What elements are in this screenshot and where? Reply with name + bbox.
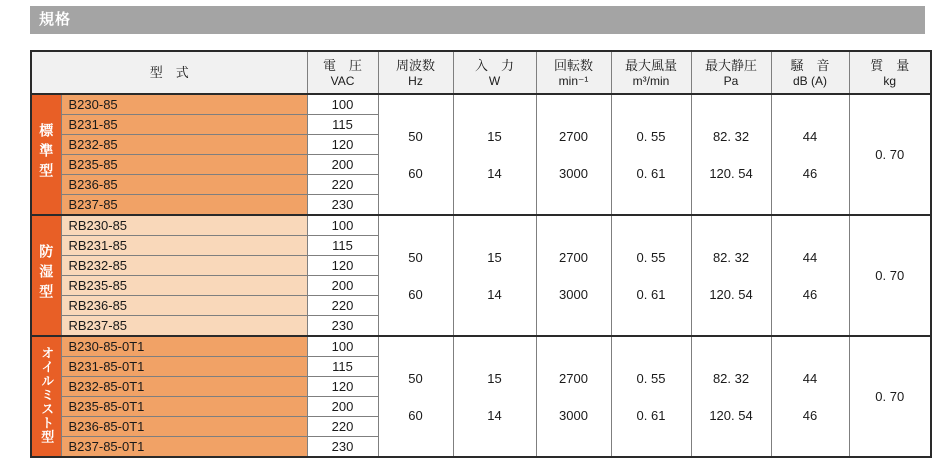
frequency-value: 60 xyxy=(408,286,423,302)
voltage-cell: 220 xyxy=(307,175,378,195)
column-header-airflow: 最大風量 m³/min xyxy=(611,51,691,94)
mass-value: 0. 70 xyxy=(849,336,931,457)
voltage-cell: 120 xyxy=(307,377,378,397)
speed-values xyxy=(536,215,611,336)
airflow-values xyxy=(611,215,691,336)
model-cell: B235-85 xyxy=(61,155,307,175)
airflow-value: 0. 61 xyxy=(636,286,666,302)
pressure-value: 120. 54 xyxy=(709,165,753,181)
input-values xyxy=(453,336,536,457)
airflow-value: 0. 61 xyxy=(636,165,666,181)
input-value: 15 xyxy=(487,249,502,265)
noise-value: 44 xyxy=(802,249,818,265)
speed-values xyxy=(536,94,611,215)
model-cell: B236-85-0T1 xyxy=(61,417,307,437)
noise-value: 44 xyxy=(802,128,818,144)
input-value: 14 xyxy=(487,165,502,181)
speed-value: 2700 xyxy=(559,128,588,144)
airflow-value: 0. 61 xyxy=(636,407,666,423)
model-cell: B237-85 xyxy=(61,195,307,216)
model-cell: RB232-85 xyxy=(61,256,307,276)
voltage-cell: 100 xyxy=(307,336,378,357)
input-value: 14 xyxy=(487,286,502,302)
voltage-cell: 120 xyxy=(307,256,378,276)
voltage-cell: 220 xyxy=(307,417,378,437)
frequency-value: 60 xyxy=(408,165,423,181)
voltage-cell: 220 xyxy=(307,296,378,316)
mass-value: 0. 70 xyxy=(849,215,931,336)
pressure-value: 82. 32 xyxy=(712,249,750,265)
pressure-value: 120. 54 xyxy=(709,407,753,423)
input-value: 15 xyxy=(487,128,502,144)
input-value: 15 xyxy=(487,370,502,386)
frequency-value: 50 xyxy=(408,370,423,386)
spec-table xyxy=(30,50,932,458)
header-row xyxy=(31,51,931,94)
pressure-values xyxy=(691,94,771,215)
voltage-cell: 230 xyxy=(307,316,378,337)
voltage-cell: 115 xyxy=(307,357,378,377)
frequency-values xyxy=(378,215,453,336)
group-label-moistureproof: 防湿型 xyxy=(31,215,61,336)
group-standard-type xyxy=(31,94,931,215)
noise-value: 46 xyxy=(802,407,818,423)
speed-value: 2700 xyxy=(559,370,588,386)
model-cell: RB231-85 xyxy=(61,236,307,256)
model-cell: B230-85 xyxy=(61,94,307,115)
voltage-cell: 200 xyxy=(307,155,378,175)
input-values xyxy=(453,215,536,336)
speed-value: 2700 xyxy=(559,249,588,265)
airflow-value: 0. 55 xyxy=(636,249,666,265)
voltage-cell: 115 xyxy=(307,236,378,256)
column-header-model xyxy=(31,51,307,94)
noise-values xyxy=(771,336,849,457)
table-header xyxy=(31,51,931,94)
airflow-value: 0. 55 xyxy=(636,128,666,144)
voltage-cell: 115 xyxy=(307,115,378,135)
mass-value: 0. 70 xyxy=(849,94,931,215)
column-header-input: 入 力 W xyxy=(453,51,536,94)
noise-values xyxy=(771,94,849,215)
model-cell: B236-85 xyxy=(61,175,307,195)
table-row xyxy=(31,215,931,236)
group-label-oilmist: オイルミスト型 xyxy=(31,336,61,457)
noise-value: 44 xyxy=(802,370,818,386)
model-cell: RB235-85 xyxy=(61,276,307,296)
model-cell: B230-85-0T1 xyxy=(61,336,307,357)
speed-value: 3000 xyxy=(559,407,588,423)
table-row xyxy=(31,336,931,357)
model-cell: B235-85-0T1 xyxy=(61,397,307,417)
model-cell: B231-85-0T1 xyxy=(61,357,307,377)
input-value: 14 xyxy=(487,407,502,423)
model-cell: RB236-85 xyxy=(61,296,307,316)
voltage-cell: 200 xyxy=(307,397,378,417)
frequency-value: 50 xyxy=(408,249,423,265)
input-values xyxy=(453,94,536,215)
section-title: 規格 xyxy=(39,11,72,28)
pressure-values xyxy=(691,336,771,457)
model-cell: B232-85-0T1 xyxy=(61,377,307,397)
speed-value: 3000 xyxy=(559,165,588,181)
speed-values xyxy=(536,336,611,457)
noise-value: 46 xyxy=(802,165,818,181)
frequency-value: 50 xyxy=(408,128,423,144)
voltage-cell: 200 xyxy=(307,276,378,296)
column-header-noise: 騒 音 dB (A) xyxy=(771,51,849,94)
group-label-standard: 標準型 xyxy=(31,94,61,215)
noise-values xyxy=(771,215,849,336)
frequency-value: 60 xyxy=(408,407,423,423)
column-header-model-label: 型 式 xyxy=(149,65,189,80)
voltage-cell: 230 xyxy=(307,195,378,216)
section-title-bar xyxy=(30,6,925,34)
frequency-values xyxy=(378,94,453,215)
airflow-values xyxy=(611,94,691,215)
column-header-voltage: 電 圧 VAC xyxy=(307,51,378,94)
group-moistureproof-type xyxy=(31,215,931,336)
pressure-value: 120. 54 xyxy=(709,286,753,302)
voltage-cell: 120 xyxy=(307,135,378,155)
speed-value: 3000 xyxy=(559,286,588,302)
model-cell: B231-85 xyxy=(61,115,307,135)
model-cell: B232-85 xyxy=(61,135,307,155)
pressure-value: 82. 32 xyxy=(712,370,750,386)
voltage-cell: 230 xyxy=(307,437,378,458)
column-header-pressure: 最大静圧 Pa xyxy=(691,51,771,94)
model-cell: RB237-85 xyxy=(61,316,307,337)
column-header-mass: 質 量 kg xyxy=(849,51,931,94)
voltage-cell: 100 xyxy=(307,215,378,236)
model-cell: B237-85-0T1 xyxy=(61,437,307,458)
frequency-values xyxy=(378,336,453,457)
airflow-values xyxy=(611,336,691,457)
group-oilmist-type xyxy=(31,336,931,457)
pressure-value: 82. 32 xyxy=(712,128,750,144)
pressure-values xyxy=(691,215,771,336)
column-header-speed: 回転数 min⁻¹ xyxy=(536,51,611,94)
model-cell: RB230-85 xyxy=(61,215,307,236)
voltage-cell: 100 xyxy=(307,94,378,115)
table-row xyxy=(31,94,931,115)
column-header-frequency: 周波数 Hz xyxy=(378,51,453,94)
noise-value: 46 xyxy=(802,286,818,302)
airflow-value: 0. 55 xyxy=(636,370,666,386)
specification-table xyxy=(30,50,932,458)
